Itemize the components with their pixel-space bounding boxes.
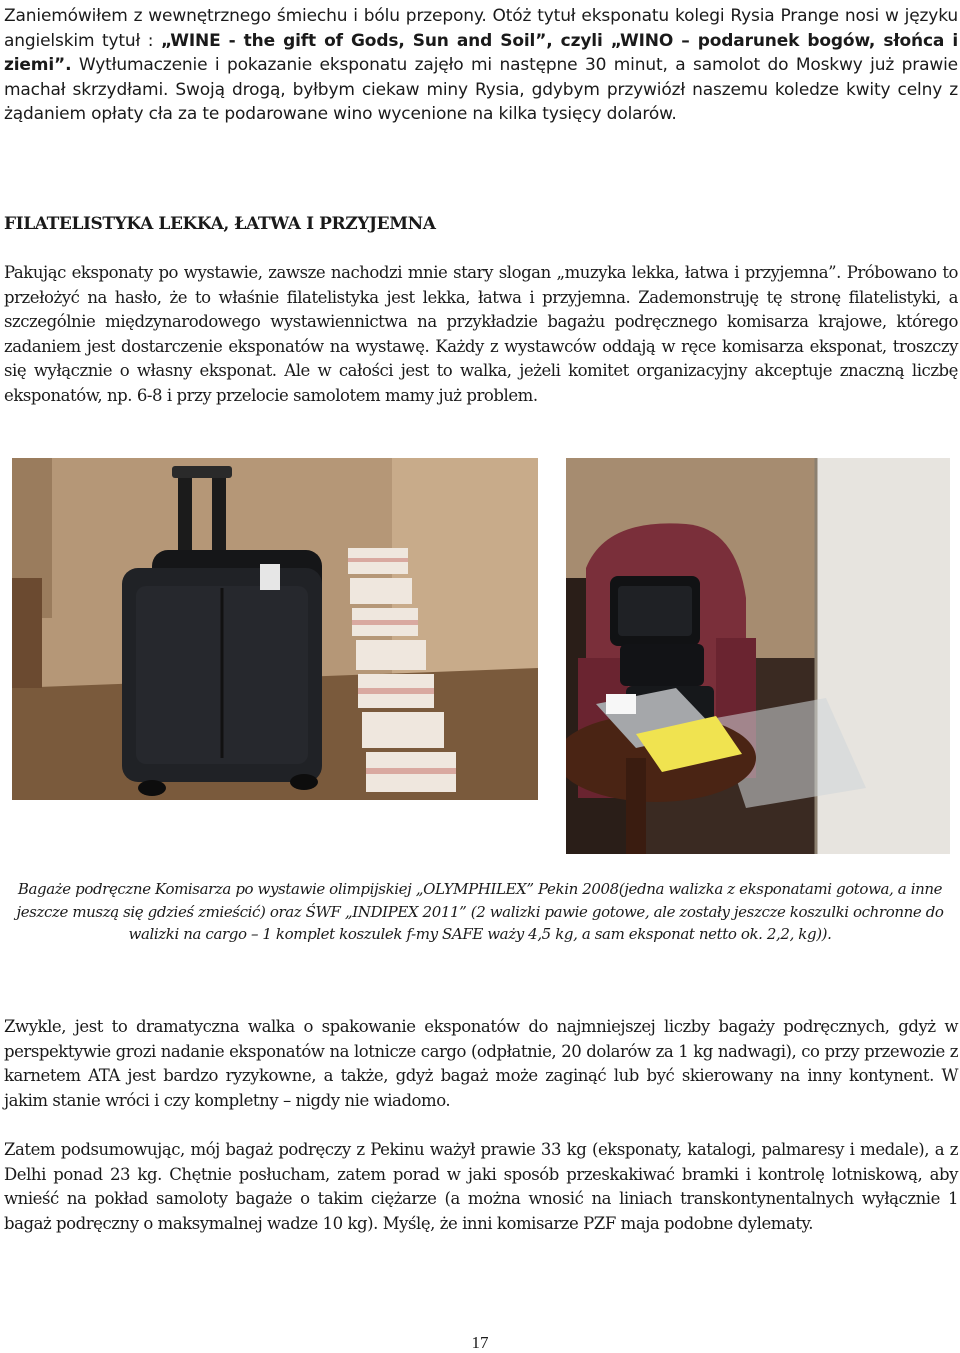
page-number: 17 — [471, 1333, 489, 1352]
paragraph-struggle: Zwykle, jest to dramatyczna walka o spakowanie eksponatów do najmniejszej liczby bagaży podręcznych, gdyż w perspektywie grozi nadanie eksponatów na lotnicze cargo (odpłatnie, 20 dolarów za 1 kg nadwagi), co przy przewozie z karnetem ATA jest bardzo ryzykowne, a także, gdyż bagaż może zaginąć lub być skierowany na inny kontynent. W jakim stanie wróci i czy kompletny – nigdy nie wiadomo. — [4, 1017, 958, 1110]
photo-suitcase-exhibits — [12, 458, 538, 800]
paragraph-summary: Zatem podsumowując, mój bagaż podręczy z Pekinu ważył prawie 33 kg (eksponaty, katalogi, palmaresy i medale), a z Delhi ponad 23 kg. Chętnie posłucham, zatem porad w jaki sposób przeskakiwać bramki i kontrolę lotniskową, aby wnieść na pokład samoloty bagaże o takim ciężarze (a można wnosić na liniach transkontynentalnych wyłącznie 1 bagaż podręczny o maksymalnej wadze 10 kg). Myślę, że inni komisarze PZF maja podobne dylematy. — [4, 1140, 958, 1233]
photo-suitcase-exhibits-image — [12, 458, 538, 800]
photo-suitcases-armchair-image — [566, 458, 950, 854]
paragraph-intro — [4, 4, 958, 127]
photo-caption: Bagaże podręczne Komisarza po wystawie olimpijskiej „OLYMPHILEX” Pekin 2008(jedna walizka z eksponatami gotowa, a inne jeszcze muszą się gdzieś zmieścić) oraz ŚWF „INDIPEX 2011” (2 walizki pawie gotowe, ale zostały jeszcze koszulki ochronne do walizki na cargo – 1 komplet koszulek f-my SAFE waży 4,5 kg, a sam eksponat netto ok. 2,2, kg)). — [16, 880, 944, 943]
paragraph-intro-text-1: Zaniemówiłem z wewnętrznego śmiechu i bólu przepony. Otóż tytuł eksponatu kolegi Rysia Prange nosi w języku angielskim tytuł : — [4, 6, 958, 51]
exhibit-title-bold: „WINE - the gift of Gods, Sun and Soil”, czyli „WINO – podarunek bogów, słońca i ziemi”. — [4, 30, 958, 75]
paragraph-intro-text-2: Wytłumaczenie i pokazanie eksponatu zajęło mi następne 30 minut, a samolot do Moskwy już prawie machał skrzydłami. Swoją drogą, byłbym ciekaw miny Rysia, gdybym przywiózł naszemu koledze kwity celny z żądaniem opłaty cła za te podarowane wino wycenione na kilka tysięcy dolarów. — [4, 55, 958, 124]
section-heading: FILATELISTYKA LEKKA, ŁATWA I PRZYJEMNA — [4, 214, 436, 234]
paragraph-packing: Pakując eksponaty po wystawie, zawsze nachodzi mnie stary slogan „muzyka lekka, łatwa i przyjemna”. Próbowano to przełożyć na hasło, że to właśnie filatelistyka jest lekka, łatwa i przyjemna. Zademonstruję tę stronę filatelistyki, a szczególnie międzynarodowego wystawiennictwa na przykładzie bagażu podręcznego komisarza krajowe, którego zadaniem jest dostarczenie eksponatów na wystawę. Każdy z wystawców oddają w ręce komisarza eksponat, troszczy się wyłącznie o własny eksponat. Ale w całości jest to walka, jeżeli komitet organizacyjny akceptuje znaczną liczbę eksponatów, np. 6-8 i przy przelocie samolotem mamy już problem. — [4, 263, 958, 405]
photo-suitcases-armchair — [566, 458, 950, 854]
